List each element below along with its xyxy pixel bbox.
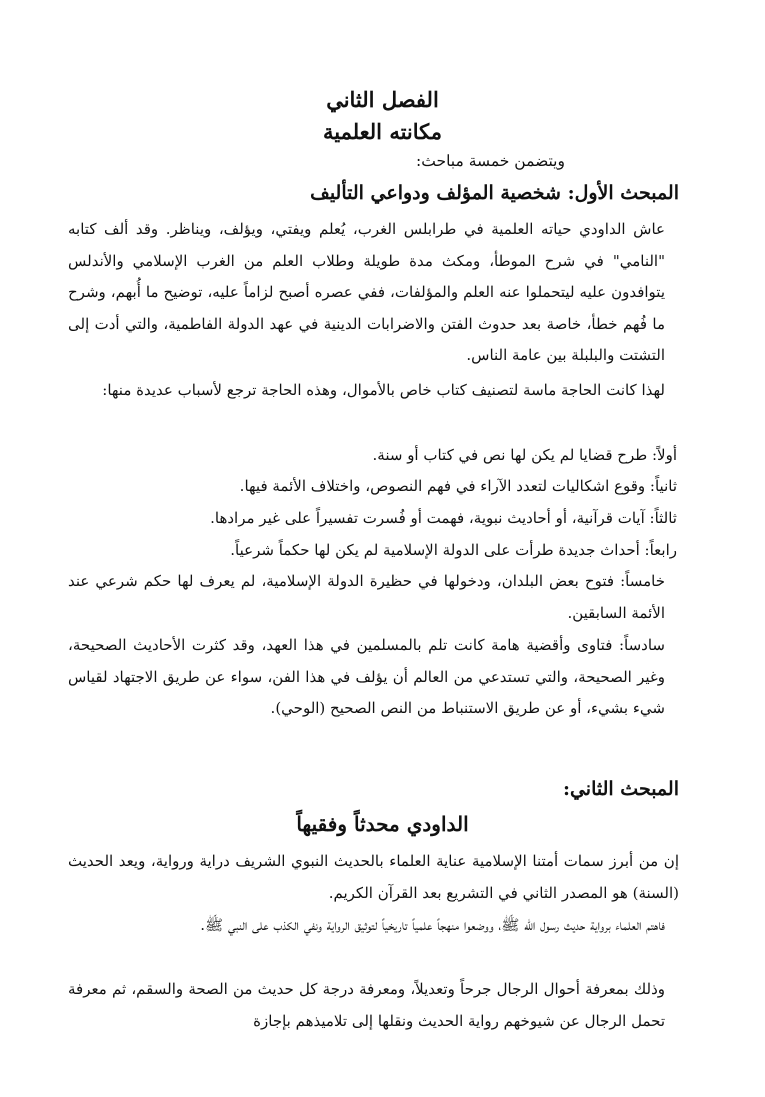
- reason-item: ثانياً: وقوع اشكاليات لتعدد الآراء في فهم النصوص، واختلاف الأئمة فيها.: [239, 477, 677, 495]
- chapter-title-block: [0, 84, 765, 148]
- reason-item: رابعاً: أحداث جديدة طرأت على الدولة الإسلامية لم يكن لها حكماً شرعياً.: [230, 541, 677, 559]
- reason-item: خامساً: فتوح بعض البلدان، ودخولها في حظيرة الدولة الإسلامية، لم يعرف لها حكم شرعي عند الأئمة السابقين.: [68, 572, 665, 622]
- section2-heading: المبحث الثاني:: [562, 778, 679, 800]
- section1-paragraph-2: لهذا كانت الحاجة ماسة لتصنيف كتاب خاص بالأموال، وهذه الحاجة ترجع لأسباب عديدة منها:: [102, 381, 665, 399]
- section2-paragraph-3: وذلك بمعرفة أحوال الرجال جرحاً وتعديلاً، ومعرفة درجة كل حديث من الصحة والسقم، ثم معرفة تحمل الرجال عن شيوخهم رواية الحديث ونقلها إلى تلاميذهم بإجازة: [68, 980, 665, 1030]
- section1-heading: المبحث الأول: شخصية المؤلف ودواعي التأليف: [310, 182, 679, 204]
- section2-paragraph-2: فاهتم العلماء برواية حديث رسول الله ﷺ، ووضعوا منهجاً علمياً تاريخياً لتوثيق الرواية ونفي الكذب على النبي ﷺ.: [200, 916, 665, 934]
- reason-item: أولاً: طرح قضايا لم يكن لها نص في كتاب أو سنة.: [372, 446, 677, 464]
- chapter-title: الفصل الثاني: [326, 87, 439, 112]
- reason-item: ثالثاً: آيات قرآنية، أو أحاديث نبوية، فهمت أو فُسرت تفسيراً على غير مرادها.: [210, 509, 677, 527]
- section2-subheading: الداودي محدثاً وفقيهاً: [296, 812, 469, 836]
- section1-paragraph-1: عاش الداودي حياته العلمية في طرابلس الغرب، يُعلم ويفتي، ويؤلف، ويناظر. وقد ألف كتابه "النامي" في شرح الموطأ، ومكث مدة طويلة وطلاب العلم من الغرب الإسلامي والأندلس يتوافدون عليه ليتحملوا عنه العلم والمؤلفات، ففي عصره أصبح لزاماً عليه، توضيح ما أُبهم، وشرح ما فُهم خطأ، خاصة بعد حدوث الفتن والاضرابات الدينية في عهد الدولة الفاطمية، والتي أدت إلى التشتت والبلبلة بين عامة الناس.: [68, 220, 665, 364]
- reason-item: سادساً: فتاوى وأقضية هامة كانت تلم بالمسلمين في هذا العهد، وقد كثرت الأحاديث الصحيحة، وغير الصحيحة، والتي تستدعي من العالم أن يؤلف في هذا الفن، سواء عن طريق الاجتهاد لقياس شيء بشيء، أو عن طريق الاستنباط من النص الصحيح (الوحي).: [68, 636, 665, 717]
- section2-paragraph-1: إن من أبرز سمات أمتنا الإسلامية عناية العلماء بالحديث النبوي الشريف دراية ورواية، ويعد الحديث (السنة) هو المصدر الثاني في التشريع بعد القرآن الكريم.: [68, 852, 679, 902]
- intro-line: ويتضمن خمسة مباحث:: [416, 152, 565, 170]
- chapter-subtitle: مكانته العلمية: [322, 119, 443, 144]
